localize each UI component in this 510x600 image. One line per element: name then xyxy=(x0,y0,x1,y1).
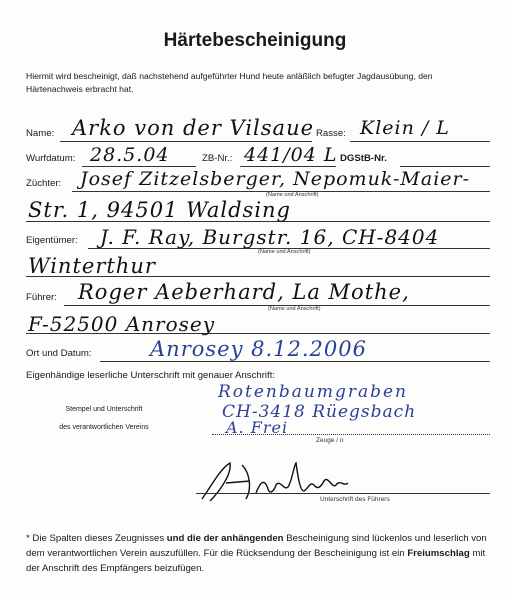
dgstb-line xyxy=(400,166,490,167)
footer-note xyxy=(26,531,494,576)
zuechter-value-2: Str. 1, 94501 Waldsing xyxy=(28,198,291,222)
stamp-label-1: Stempel und Unterschrift xyxy=(65,406,143,413)
dgstb-label: DGStB-Nr. xyxy=(340,153,387,164)
zeuge-address-2: CH-3418 Rüegsbach xyxy=(222,402,417,422)
wurfdatum-line xyxy=(82,166,196,167)
rasse-value: Klein / L xyxy=(360,117,450,139)
fuehrer-signature-line xyxy=(196,493,490,494)
footer-part-2: Bescheinigung sind lückenlos und leserlich von dem verantwortlichen Verein auszufüllen. Für die Rücksendung der Bescheinigung ist ein xyxy=(26,533,487,559)
zb-value: 441/04 L xyxy=(244,144,338,166)
zeuge-label: Zeuge / n xyxy=(316,437,344,444)
signature-instruction: Eigenhändige leserliche Unterschrift mit genauer Anschrift: xyxy=(26,370,276,381)
ort-datum-line xyxy=(100,361,490,362)
zuechter-label: Züchter: xyxy=(26,178,62,189)
footer-bold-2: Freiumschlag xyxy=(407,548,470,559)
footer-part-1: * Die Spalten dieses Zeugnisses xyxy=(26,533,167,544)
zuechter-value-1: Josef Zitzelsberger, Nepomuk-Maier- xyxy=(80,168,471,190)
wurfdatum-label: Wurfdatum: xyxy=(26,153,76,164)
eigentuemer-value-1: J. F. Ray, Burgstr. 16, CH-8404 xyxy=(100,225,440,249)
fuehrer-signature-label: Unterschrift des Führers xyxy=(320,496,390,503)
zb-line xyxy=(240,166,336,167)
zeuge-signature: A. Frei xyxy=(226,418,289,437)
fuehrer-label: Führer: xyxy=(26,292,57,303)
eigentuemer-value-2: Winterthur xyxy=(28,254,156,278)
wurfdatum-value: 28.5.04 xyxy=(90,144,170,166)
zeuge-line xyxy=(212,434,490,435)
fuehrer-value-2: F-52500 Anrosey xyxy=(28,312,216,336)
ort-datum-label: Ort und Datum: xyxy=(26,348,92,359)
name-label: Name: xyxy=(26,128,55,139)
intro-text: Hiermit wird bescheinigt, daß nachstehend aufgeführter Hund heute anläßlich befugter Jagdausübung, den Härtenachweis erbracht hat. xyxy=(26,71,433,94)
eigentuemer-label: Eigentümer: xyxy=(26,235,78,246)
zuechter-hint: (Name und Anschrift) xyxy=(266,192,319,198)
eigentuemer-hint: (Name und Anschrift) xyxy=(258,249,311,255)
document-title: Härtebescheinigung xyxy=(163,30,347,51)
zb-label: ZB-Nr.: xyxy=(202,153,233,164)
ort-datum-value: Anrosey 8.12.2006 xyxy=(150,337,367,361)
footer-bold-1: und die der anhängenden xyxy=(166,533,284,544)
footer-part-3: mit der Anschrift des Empfängers beizufügen. xyxy=(26,548,486,574)
name-line xyxy=(60,141,312,142)
stamp-label-2: des verantwortlichen Vereins xyxy=(59,424,149,431)
fuehrer-value-1: Roger Aeberhard, La Mothe, xyxy=(78,280,410,304)
zeuge-address-1: Rotenbaumgraben xyxy=(218,382,408,402)
rasse-label: Rasse: xyxy=(316,128,346,139)
rasse-line xyxy=(350,141,490,142)
fuehrer-hint: (Name und Anschrift) xyxy=(268,306,321,312)
name-value: Arko von der Vilsaue xyxy=(72,116,315,140)
